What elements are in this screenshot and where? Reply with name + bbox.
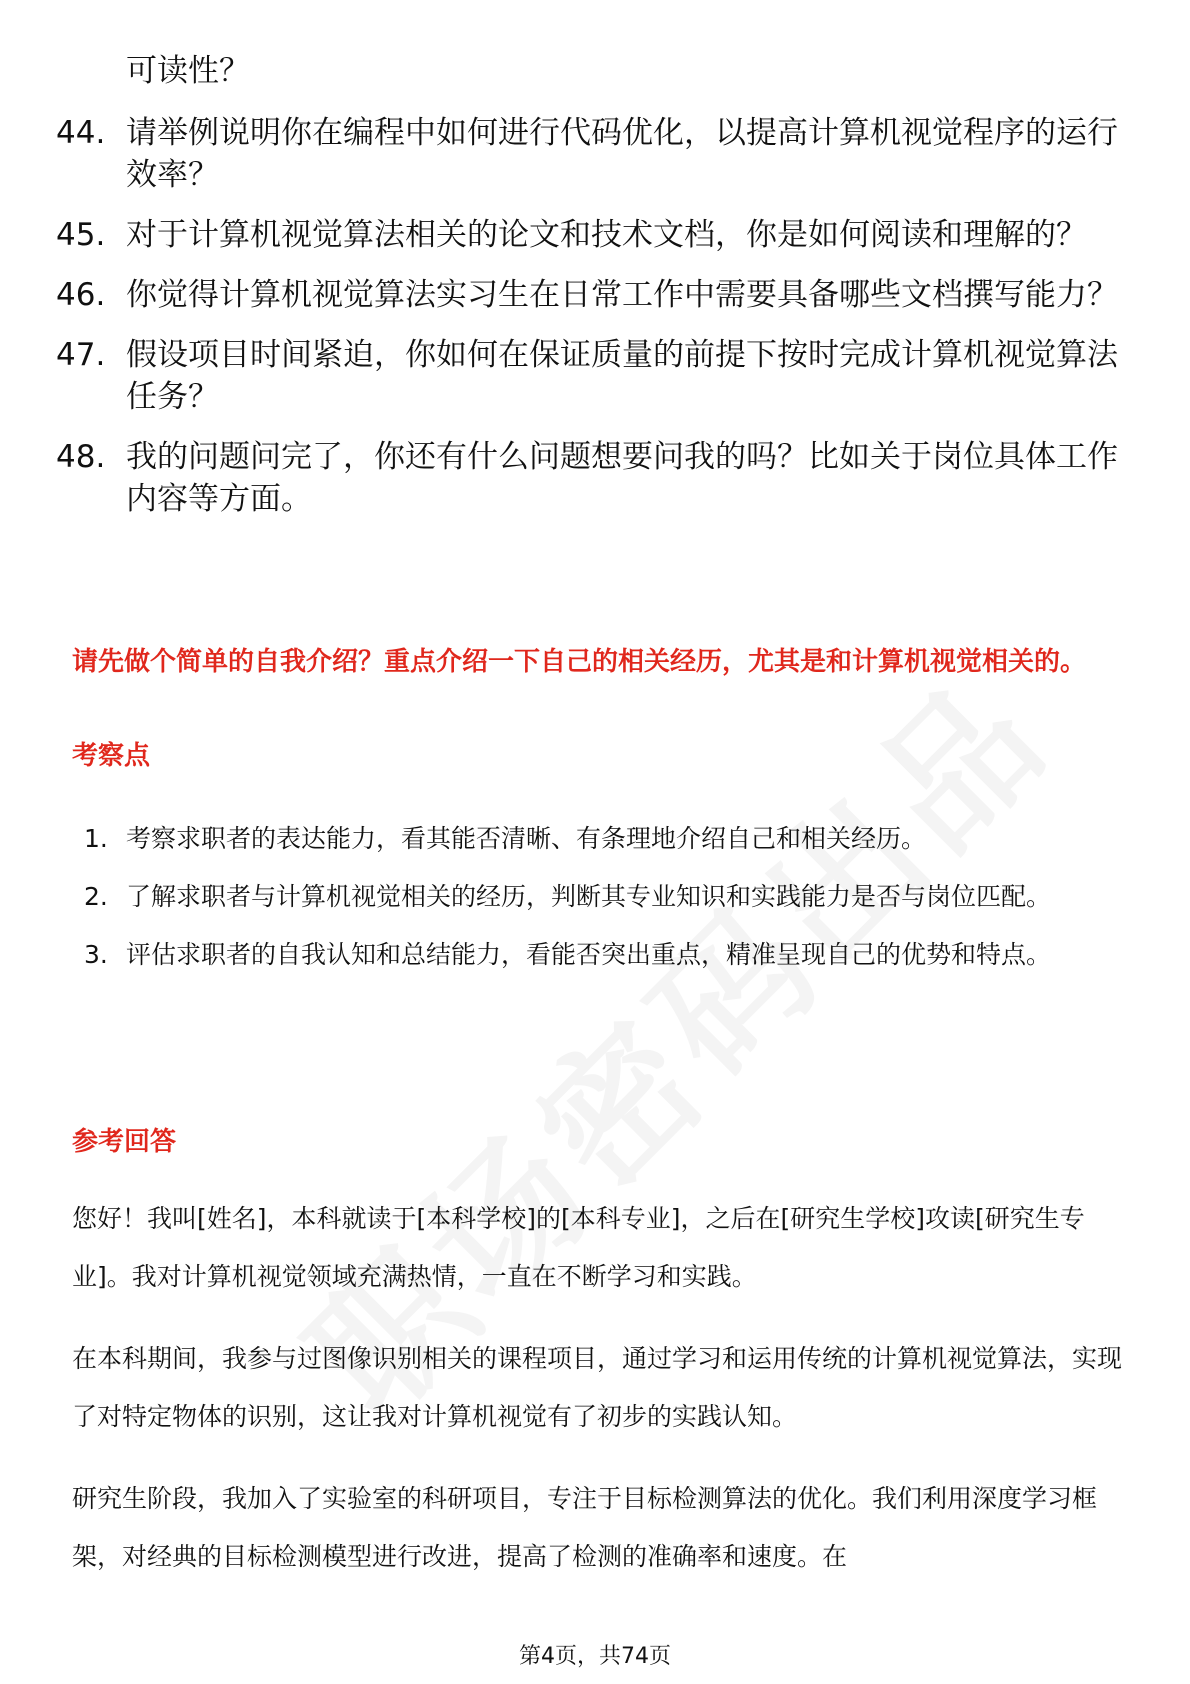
point-number: 2. [84,882,108,911]
list-item [56,214,1126,256]
point-number: 1. [84,824,108,853]
point-text: 考察求职者的表达能力，看其能否清晰、有条理地介绍自己和相关经历。 [126,824,927,853]
points-heading: 考察点 [72,741,151,771]
page-number: 第4页，共74页 [519,1644,671,1669]
list-item [84,926,1124,984]
list-item [56,436,1126,520]
answer-paragraph: 在本科期间，我参与过图像识别相关的课程项目，通过学习和运用传统的计算机视觉算法，实现了对特定物体的识别，这让我对计算机视觉有了初步的实践认知。 [72,1344,1123,1431]
list-item [84,810,1124,868]
question-text: 假设项目时间紧迫，你如何在保证质量的前提下按时完成计算机视觉算法任务？ [126,337,1118,415]
question-list [56,112,1126,538]
question-number: 47. [56,337,106,373]
list-item [56,112,1126,196]
main-question-heading: 请先做个简单的自我介绍？重点介绍一下自己的相关经历，尤其是和计算机视觉相关的。 [72,647,1087,677]
answer-heading: 参考回答 [72,1127,177,1157]
list-item [56,274,1126,316]
question-number: 45. [56,217,106,253]
list-item [84,868,1124,926]
list-item [56,334,1126,418]
continuation-text: 可读性？ [126,53,250,89]
question-number: 46. [56,277,106,313]
point-text: 评估求职者的自我认知和总结能力，看能否突出重点，精准呈现自己的优势和特点。 [126,940,1052,969]
question-number: 44. [56,115,106,151]
point-text: 了解求职者与计算机视觉相关的经历，判断其专业知识和实践能力是否与岗位匹配。 [126,882,1052,911]
question-text: 我的问题问完了，你还有什么问题想要问我的吗？比如关于岗位具体工作内容等方面。 [126,439,1118,517]
points-list [84,810,1124,984]
point-number: 3. [84,940,108,969]
question-text: 对于计算机视觉算法相关的论文和技术文档，你是如何阅读和理解的？ [126,217,1087,253]
question-text: 请举例说明你在编程中如何进行代码优化，以提高计算机视觉程序的运行效率？ [126,115,1118,193]
question-number: 48. [56,439,106,475]
question-text: 你觉得计算机视觉算法实习生在日常工作中需要具备哪些文档撰写能力？ [126,277,1118,313]
answer-paragraph: 研究生阶段，我加入了实验室的科研项目，专注于目标检测算法的优化。我们利用深度学习框架，对经典的目标检测模型进行改进，提高了检测的准确率和速度。在 [72,1484,1098,1571]
answer-paragraph: 您好！我叫[姓名]，本科就读于[本科学校]的[本科专业]，之后在[研究生学校]攻读[研究生专业]。我对计算机视觉领域充满热情，一直在不断学习和实践。 [72,1204,1085,1291]
